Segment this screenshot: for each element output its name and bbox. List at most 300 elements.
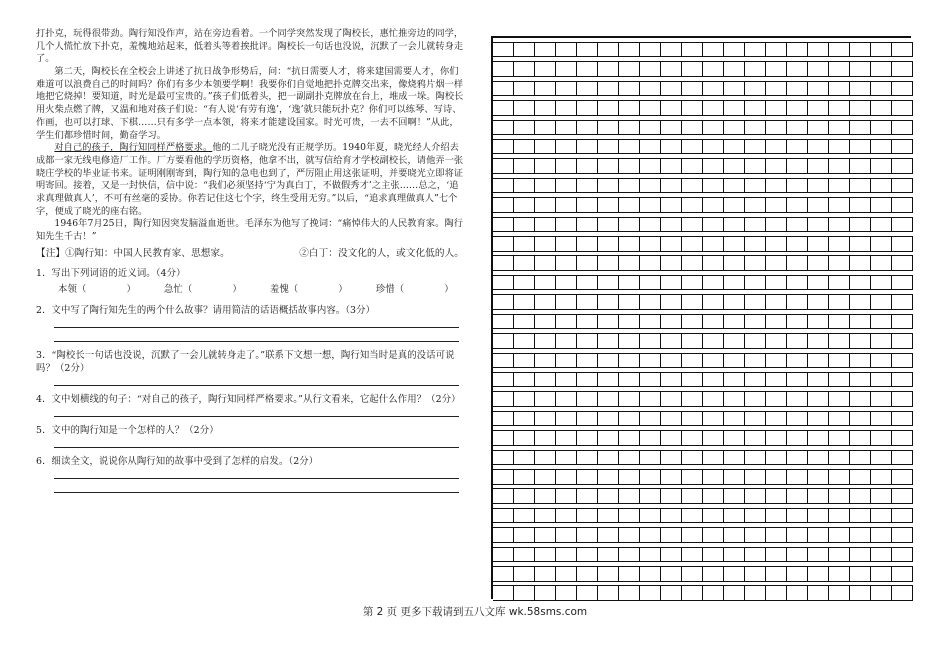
grid-cell[interactable] [787,585,808,601]
grid-cell[interactable] [766,430,787,446]
grid-cell[interactable] [745,411,766,427]
grid-cell[interactable] [871,197,892,213]
answer-line[interactable] [54,492,459,493]
grid-cell[interactable] [577,508,598,524]
grid-cell[interactable] [535,158,556,174]
grid-cell[interactable] [808,275,829,291]
grid-cell[interactable] [808,450,829,466]
grid-cell[interactable] [871,527,892,543]
grid-cell[interactable] [871,178,892,194]
grid-cell[interactable] [871,488,892,504]
grid-cell[interactable] [850,120,871,136]
answer-line[interactable] [54,385,459,386]
grid-cell[interactable] [808,100,829,116]
grid-cell[interactable] [850,430,871,446]
grid-cell[interactable] [577,139,598,155]
grid-cell[interactable] [577,42,598,58]
grid-cell[interactable] [808,372,829,388]
grid-cell[interactable] [556,488,577,504]
grid-cell[interactable] [829,158,850,174]
grid-cell[interactable] [808,566,829,582]
grid-cell[interactable] [577,197,598,213]
grid-cell[interactable] [598,197,619,213]
grid-cell[interactable] [787,353,808,369]
grid-cell[interactable] [661,547,682,563]
grid-cell[interactable] [619,197,640,213]
grid-cell[interactable] [598,42,619,58]
grid-cell[interactable] [514,120,535,136]
grid-cell[interactable] [493,585,514,601]
grid-cell[interactable] [619,333,640,349]
grid-cell[interactable] [661,585,682,601]
grid-cell[interactable] [787,81,808,97]
grid-cell[interactable] [577,469,598,485]
grid-cell[interactable] [640,178,661,194]
grid-cell[interactable] [535,197,556,213]
grid-cell[interactable] [598,158,619,174]
grid-cell[interactable] [703,294,724,310]
grid-cell[interactable] [745,100,766,116]
grid-cell[interactable] [640,353,661,369]
grid-cell[interactable] [724,178,745,194]
grid-cell[interactable] [787,430,808,446]
grid-cell[interactable] [514,469,535,485]
grid-cell[interactable] [640,81,661,97]
grid-cell[interactable] [619,314,640,330]
vocab-item[interactable]: 羞愧（ ） [269,283,348,295]
grid-cell[interactable] [556,81,577,97]
grid-cell[interactable] [493,411,514,427]
grid-cell[interactable] [703,61,724,77]
grid-cell[interactable] [892,353,913,369]
grid-cell[interactable] [493,372,514,388]
grid-cell[interactable] [577,217,598,233]
grid-cell[interactable] [892,391,913,407]
grid-cell[interactable] [661,81,682,97]
grid-cell[interactable] [892,372,913,388]
grid-cell[interactable] [661,178,682,194]
grid-cell[interactable] [514,275,535,291]
grid-cell[interactable] [493,61,514,77]
grid-cell[interactable] [493,197,514,213]
grid-cell[interactable] [514,255,535,271]
grid-cell[interactable] [787,488,808,504]
grid-cell[interactable] [703,42,724,58]
grid-cell[interactable] [556,547,577,563]
grid-cell[interactable] [766,411,787,427]
grid-cell[interactable] [787,236,808,252]
grid-cell[interactable] [892,585,913,601]
grid-cell[interactable] [766,81,787,97]
grid-cell[interactable] [829,81,850,97]
grid-cell[interactable] [850,391,871,407]
grid-cell[interactable] [556,333,577,349]
grid-cell[interactable] [619,100,640,116]
grid-cell[interactable] [892,42,913,58]
grid-cell[interactable] [577,255,598,271]
grid-cell[interactable] [556,158,577,174]
grid-cell[interactable] [745,527,766,543]
grid-cell[interactable] [514,391,535,407]
grid-cell[interactable] [682,333,703,349]
grid-cell[interactable] [829,314,850,330]
grid-cell[interactable] [493,139,514,155]
grid-cell[interactable] [703,566,724,582]
grid-cell[interactable] [829,372,850,388]
grid-cell[interactable] [829,275,850,291]
grid-cell[interactable] [850,61,871,77]
grid-cell[interactable] [724,450,745,466]
grid-cell[interactable] [703,488,724,504]
grid-cell[interactable] [556,585,577,601]
grid-cell[interactable] [766,217,787,233]
grid-cell[interactable] [745,488,766,504]
grid-cell[interactable] [724,353,745,369]
grid-cell[interactable] [619,294,640,310]
grid-cell[interactable] [871,100,892,116]
grid-cell[interactable] [682,314,703,330]
grid-cell[interactable] [724,255,745,271]
grid-cell[interactable] [808,353,829,369]
grid-cell[interactable] [514,294,535,310]
grid-cell[interactable] [871,139,892,155]
grid-cell[interactable] [556,566,577,582]
grid-cell[interactable] [640,255,661,271]
grid-cell[interactable] [640,139,661,155]
grid-cell[interactable] [829,61,850,77]
grid-cell[interactable] [745,391,766,407]
grid-cell[interactable] [745,275,766,291]
grid-cell[interactable] [598,372,619,388]
grid-cell[interactable] [682,469,703,485]
grid-cell[interactable] [850,411,871,427]
grid-cell[interactable] [661,120,682,136]
grid-cell[interactable] [766,314,787,330]
grid-cell[interactable] [808,488,829,504]
grid-cell[interactable] [829,42,850,58]
grid-cell[interactable] [493,508,514,524]
grid-cell[interactable] [724,547,745,563]
grid-cell[interactable] [514,488,535,504]
grid-cell[interactable] [682,139,703,155]
grid-cell[interactable] [871,391,892,407]
grid-cell[interactable] [619,527,640,543]
grid-cell[interactable] [724,391,745,407]
grid-cell[interactable] [535,100,556,116]
grid-cell[interactable] [556,527,577,543]
grid-cell[interactable] [598,314,619,330]
grid-cell[interactable] [493,100,514,116]
grid-cell[interactable] [661,391,682,407]
grid-cell[interactable] [535,508,556,524]
grid-cell[interactable] [787,120,808,136]
grid-cell[interactable] [598,333,619,349]
grid-cell[interactable] [871,294,892,310]
grid-cell[interactable] [724,158,745,174]
grid-cell[interactable] [577,178,598,194]
grid-cell[interactable] [598,430,619,446]
grid-cell[interactable] [619,411,640,427]
grid-cell[interactable] [619,139,640,155]
grid-cell[interactable] [577,411,598,427]
grid-cell[interactable] [640,314,661,330]
grid-cell[interactable] [871,469,892,485]
answer-line[interactable] [54,341,459,342]
grid-cell[interactable] [745,42,766,58]
grid-cell[interactable] [682,275,703,291]
grid-cell[interactable] [556,61,577,77]
grid-cell[interactable] [724,236,745,252]
grid-cell[interactable] [598,566,619,582]
grid-cell[interactable] [598,547,619,563]
grid-cell[interactable] [661,430,682,446]
grid-cell[interactable] [703,178,724,194]
grid-cell[interactable] [598,527,619,543]
grid-cell[interactable] [598,236,619,252]
grid-cell[interactable] [850,353,871,369]
grid-cell[interactable] [724,469,745,485]
grid-cell[interactable] [493,314,514,330]
grid-cell[interactable] [535,488,556,504]
grid-cell[interactable] [535,353,556,369]
grid-cell[interactable] [871,430,892,446]
grid-cell[interactable] [577,275,598,291]
grid-cell[interactable] [535,566,556,582]
grid-cell[interactable] [745,450,766,466]
grid-cell[interactable] [703,275,724,291]
grid-cell[interactable] [829,527,850,543]
grid-cell[interactable] [577,333,598,349]
grid-cell[interactable] [577,61,598,77]
grid-cell[interactable] [808,81,829,97]
grid-cell[interactable] [829,353,850,369]
grid-cell[interactable] [850,100,871,116]
grid-cell[interactable] [787,469,808,485]
grid-cell[interactable] [703,236,724,252]
grid-cell[interactable] [850,333,871,349]
grid-cell[interactable] [871,547,892,563]
grid-cell[interactable] [703,139,724,155]
grid-cell[interactable] [493,566,514,582]
grid-cell[interactable] [577,120,598,136]
grid-cell[interactable] [829,333,850,349]
grid-cell[interactable] [535,430,556,446]
grid-cell[interactable] [724,139,745,155]
grid-cell[interactable] [766,42,787,58]
grid-cell[interactable] [556,430,577,446]
grid-cell[interactable] [787,527,808,543]
grid-cell[interactable] [661,372,682,388]
grid-cell[interactable] [745,217,766,233]
grid-cell[interactable] [724,508,745,524]
grid-cell[interactable] [703,197,724,213]
grid-cell[interactable] [703,158,724,174]
grid-cell[interactable] [766,158,787,174]
grid-cell[interactable] [661,275,682,291]
grid-cell[interactable] [493,275,514,291]
grid-cell[interactable] [598,61,619,77]
grid-cell[interactable] [892,61,913,77]
grid-cell[interactable] [724,411,745,427]
grid-cell[interactable] [493,469,514,485]
grid-cell[interactable] [514,353,535,369]
grid-cell[interactable] [850,527,871,543]
grid-cell[interactable] [619,217,640,233]
grid-cell[interactable] [745,81,766,97]
grid-cell[interactable] [661,217,682,233]
grid-cell[interactable] [577,314,598,330]
answer-line[interactable] [54,416,459,417]
grid-cell[interactable] [766,488,787,504]
grid-cell[interactable] [493,255,514,271]
grid-cell[interactable] [577,585,598,601]
grid-cell[interactable] [535,275,556,291]
grid-cell[interactable] [640,488,661,504]
grid-cell[interactable] [745,547,766,563]
grid-cell[interactable] [892,430,913,446]
grid-cell[interactable] [829,236,850,252]
grid-cell[interactable] [577,100,598,116]
grid-cell[interactable] [871,81,892,97]
grid-cell[interactable] [493,333,514,349]
grid-cell[interactable] [871,275,892,291]
grid-cell[interactable] [745,508,766,524]
grid-cell[interactable] [871,42,892,58]
grid-cell[interactable] [724,81,745,97]
grid-cell[interactable] [829,100,850,116]
grid-cell[interactable] [871,61,892,77]
grid-cell[interactable] [703,100,724,116]
grid-cell[interactable] [724,333,745,349]
grid-cell[interactable] [640,585,661,601]
grid-cell[interactable] [850,488,871,504]
grid-cell[interactable] [829,217,850,233]
grid-cell[interactable] [640,547,661,563]
grid-cell[interactable] [892,81,913,97]
grid-cell[interactable] [577,450,598,466]
vocab-item[interactable]: 本领（ ） [58,283,136,295]
grid-cell[interactable] [682,372,703,388]
grid-cell[interactable] [766,120,787,136]
grid-cell[interactable] [640,430,661,446]
grid-cell[interactable] [703,81,724,97]
grid-cell[interactable] [871,217,892,233]
grid-cell[interactable] [871,411,892,427]
grid-cell[interactable] [556,372,577,388]
grid-cell[interactable] [766,333,787,349]
grid-cell[interactable] [850,236,871,252]
grid-cell[interactable] [787,255,808,271]
grid-cell[interactable] [808,391,829,407]
grid-cell[interactable] [787,294,808,310]
grid-cell[interactable] [514,547,535,563]
grid-cell[interactable] [535,391,556,407]
grid-cell[interactable] [619,120,640,136]
grid-cell[interactable] [829,178,850,194]
grid-cell[interactable] [577,372,598,388]
grid-cell[interactable] [850,275,871,291]
grid-cell[interactable] [640,566,661,582]
grid-cell[interactable] [745,585,766,601]
grid-cell[interactable] [556,469,577,485]
grid-cell[interactable] [808,158,829,174]
grid-cell[interactable] [640,469,661,485]
grid-cell[interactable] [514,197,535,213]
grid-cell[interactable] [745,333,766,349]
grid-cell[interactable] [535,314,556,330]
grid-cell[interactable] [640,236,661,252]
grid-cell[interactable] [808,197,829,213]
grid-cell[interactable] [871,372,892,388]
grid-cell[interactable] [556,294,577,310]
grid-cell[interactable] [808,120,829,136]
grid-cell[interactable] [619,430,640,446]
grid-cell[interactable] [724,275,745,291]
grid-cell[interactable] [535,236,556,252]
grid-cell[interactable] [787,197,808,213]
grid-cell[interactable] [493,120,514,136]
grid-cell[interactable] [556,391,577,407]
answer-line[interactable] [54,478,459,479]
grid-cell[interactable] [850,197,871,213]
grid-cell[interactable] [892,547,913,563]
grid-cell[interactable] [745,61,766,77]
grid-cell[interactable] [724,197,745,213]
grid-cell[interactable] [556,178,577,194]
grid-cell[interactable] [703,255,724,271]
grid-cell[interactable] [871,508,892,524]
grid-cell[interactable] [766,508,787,524]
grid-cell[interactable] [808,333,829,349]
grid-cell[interactable] [724,585,745,601]
grid-cell[interactable] [808,314,829,330]
grid-cell[interactable] [556,314,577,330]
grid-cell[interactable] [892,469,913,485]
grid-cell[interactable] [892,527,913,543]
grid-cell[interactable] [724,314,745,330]
grid-cell[interactable] [661,508,682,524]
grid-cell[interactable] [808,42,829,58]
grid-cell[interactable] [661,450,682,466]
grid-cell[interactable] [619,275,640,291]
grid-cell[interactable] [808,469,829,485]
grid-cell[interactable] [577,236,598,252]
grid-cell[interactable] [829,488,850,504]
grid-cell[interactable] [892,314,913,330]
grid-cell[interactable] [619,372,640,388]
grid-cell[interactable] [514,372,535,388]
grid-cell[interactable] [871,236,892,252]
grid-cell[interactable] [640,275,661,291]
grid-cell[interactable] [682,61,703,77]
grid-cell[interactable] [682,547,703,563]
grid-cell[interactable] [703,508,724,524]
grid-cell[interactable] [850,81,871,97]
grid-cell[interactable] [661,314,682,330]
grid-cell[interactable] [640,411,661,427]
grid-cell[interactable] [745,255,766,271]
grid-cell[interactable] [787,411,808,427]
grid-cell[interactable] [493,547,514,563]
grid-cell[interactable] [892,294,913,310]
grid-cell[interactable] [703,411,724,427]
grid-cell[interactable] [619,508,640,524]
grid-cell[interactable] [535,42,556,58]
grid-cell[interactable] [787,450,808,466]
grid-cell[interactable] [787,508,808,524]
grid-cell[interactable] [787,178,808,194]
grid-cell[interactable] [514,450,535,466]
